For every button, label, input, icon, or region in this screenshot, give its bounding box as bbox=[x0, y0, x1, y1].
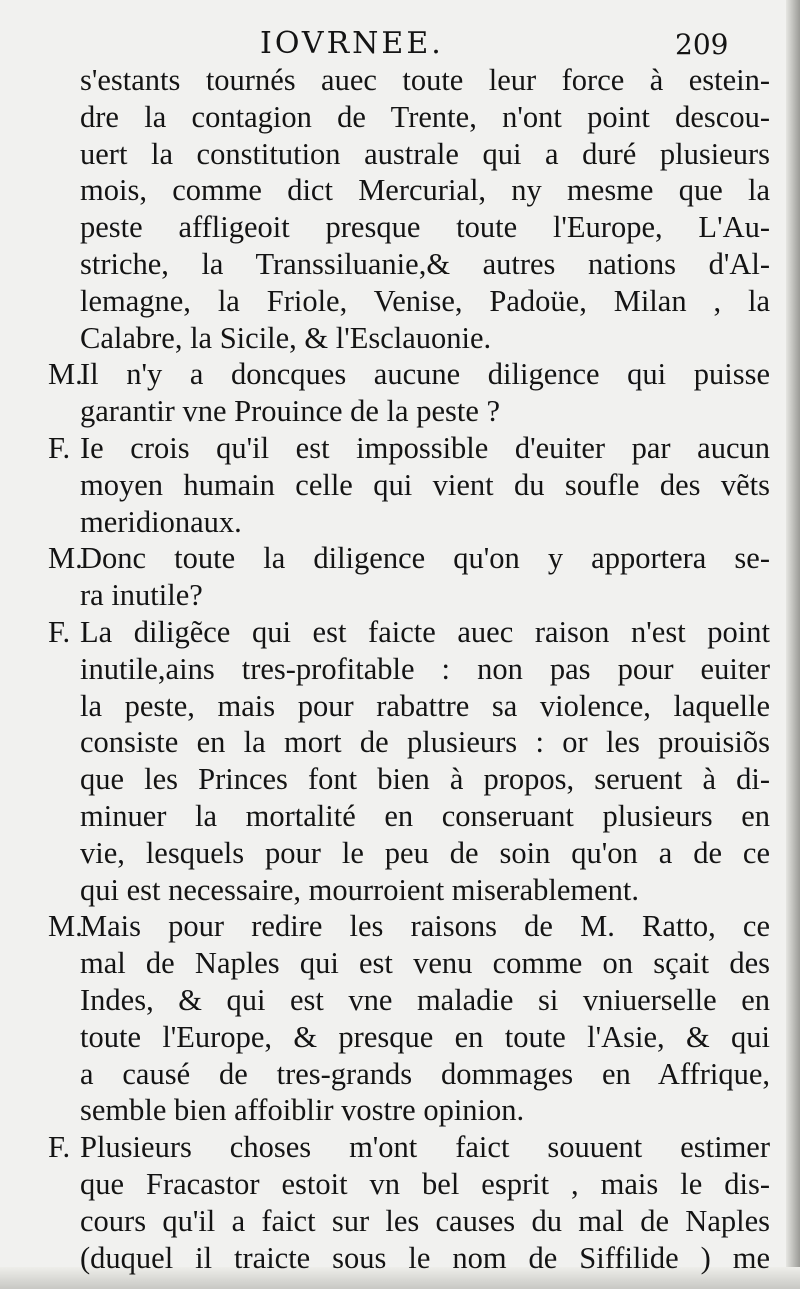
line-text: garantir vne Prouince de la peste ? bbox=[80, 394, 501, 429]
text-line bbox=[40, 798, 770, 835]
text-line bbox=[40, 356, 770, 393]
speaker-label: F. bbox=[48, 614, 71, 649]
text-line bbox=[40, 835, 770, 872]
page-edge-shadow bbox=[786, 0, 800, 1289]
line-text: uert la constitution australe qui a duré plusieurs bbox=[80, 136, 770, 171]
line-text: semble bien affoiblir vostre opinion. bbox=[80, 1093, 525, 1128]
text-line bbox=[40, 1166, 770, 1203]
text-line bbox=[40, 614, 770, 651]
text-line bbox=[40, 761, 770, 798]
text-block bbox=[40, 62, 770, 1276]
line-text: que Fracastor estoit vn bel esprit , mais le dis- bbox=[80, 1166, 770, 1201]
line-text: Plusieurs choses m'ont faict souuent estimer bbox=[80, 1130, 770, 1165]
text-line bbox=[40, 945, 770, 982]
text-line bbox=[40, 872, 750, 909]
running-head bbox=[0, 26, 800, 66]
text-line bbox=[40, 724, 770, 761]
text-line bbox=[40, 504, 750, 541]
line-text: Il n'y a doncques aucune diligence qui puisse bbox=[80, 357, 770, 392]
line-text: peste affligeoit presque toute l'Europe, L'Au- bbox=[80, 210, 770, 245]
running-head-title: IOVRNEE. bbox=[260, 26, 444, 61]
text-line bbox=[40, 393, 750, 430]
line-text: mois, comme dict Mercurial, ny mesme que la bbox=[80, 173, 770, 208]
line-text: la peste, mais pour rabattre sa violence, laquelle bbox=[80, 688, 770, 723]
text-line bbox=[40, 172, 770, 209]
text-line bbox=[40, 1056, 770, 1093]
speaker-label: M. bbox=[48, 357, 83, 392]
line-text: toute l'Europe, & presque en toute l'Asie, & qui bbox=[80, 1019, 770, 1054]
line-text: lemagne, la Friole, Venise, Padoüe, Milan , la bbox=[80, 283, 770, 318]
line-text: dre la contagion de Trente, n'ont point descou- bbox=[80, 99, 770, 134]
speaker-label: F. bbox=[48, 1130, 71, 1165]
text-line bbox=[40, 209, 770, 246]
line-text: striche, la Transsiluanie,& autres nations d'Al- bbox=[80, 246, 770, 281]
text-line bbox=[40, 651, 770, 688]
text-line bbox=[40, 283, 770, 320]
text-line bbox=[40, 430, 770, 467]
line-text: inutile,ains tres-profitable : non pas pour euiter bbox=[80, 651, 770, 686]
text-line bbox=[40, 320, 750, 357]
page-number: 209 bbox=[675, 28, 729, 61]
text-line bbox=[40, 540, 770, 577]
text-line bbox=[40, 99, 770, 136]
speaker-label: M. bbox=[48, 541, 83, 576]
line-text: Calabre, la Sicile, & l'Esclauonie. bbox=[80, 320, 492, 355]
text-line bbox=[40, 1129, 770, 1166]
text-line bbox=[40, 1092, 750, 1129]
text-line bbox=[40, 1019, 770, 1056]
text-line bbox=[40, 1203, 770, 1240]
line-text: Donc toute la diligence qu'on y apportera se- bbox=[80, 541, 770, 576]
text-line bbox=[40, 467, 770, 504]
line-text: qui est necessaire, mourroient miserablement. bbox=[80, 872, 639, 907]
line-text: consiste en la mort de plusieurs : or les prouisiõs bbox=[80, 725, 770, 760]
line-text: moyen humain celle qui vient du soufle des vẽts bbox=[80, 467, 770, 502]
line-text: que les Princes font bien à propos, seruent à di- bbox=[80, 762, 770, 797]
line-text: vie, lesquels pour le peu de soin qu'on a de ce bbox=[80, 835, 770, 870]
text-line bbox=[40, 577, 750, 614]
line-text: La diligẽce qui est faicte auec raison n'est point bbox=[80, 614, 770, 649]
speaker-label: F. bbox=[48, 430, 71, 465]
text-line bbox=[40, 688, 770, 725]
line-text: s'estants tournés auec toute leur force à estein- bbox=[80, 63, 770, 97]
line-text: a causé de tres-grands dommages en Affrique, bbox=[80, 1056, 770, 1091]
line-text: (duquel il traicte sous le nom de Siffilide ) me bbox=[80, 1240, 770, 1275]
line-text: Ie crois qu'il est impossible d'euiter par aucun bbox=[80, 430, 770, 465]
line-text: Indes, & qui est vne maladie si vniuerselle en bbox=[80, 982, 770, 1017]
text-line bbox=[40, 908, 770, 945]
line-text: Mais pour redire les raisons de M. Ratto, ce bbox=[80, 909, 770, 944]
line-text: meridionaux. bbox=[80, 504, 242, 539]
text-line bbox=[40, 136, 770, 173]
text-line bbox=[40, 62, 770, 99]
text-line bbox=[40, 246, 770, 283]
line-text: cours qu'il a faict sur les causes du mal de Naples bbox=[80, 1203, 770, 1238]
line-text: ra inutile? bbox=[80, 578, 203, 613]
text-line bbox=[40, 1240, 770, 1277]
line-text: mal de Naples qui est venu comme on sçait des bbox=[80, 946, 770, 981]
line-text: minuer la mortalité en conseruant plusieurs en bbox=[80, 798, 770, 833]
text-line bbox=[40, 982, 770, 1019]
speaker-label: M. bbox=[48, 909, 83, 944]
